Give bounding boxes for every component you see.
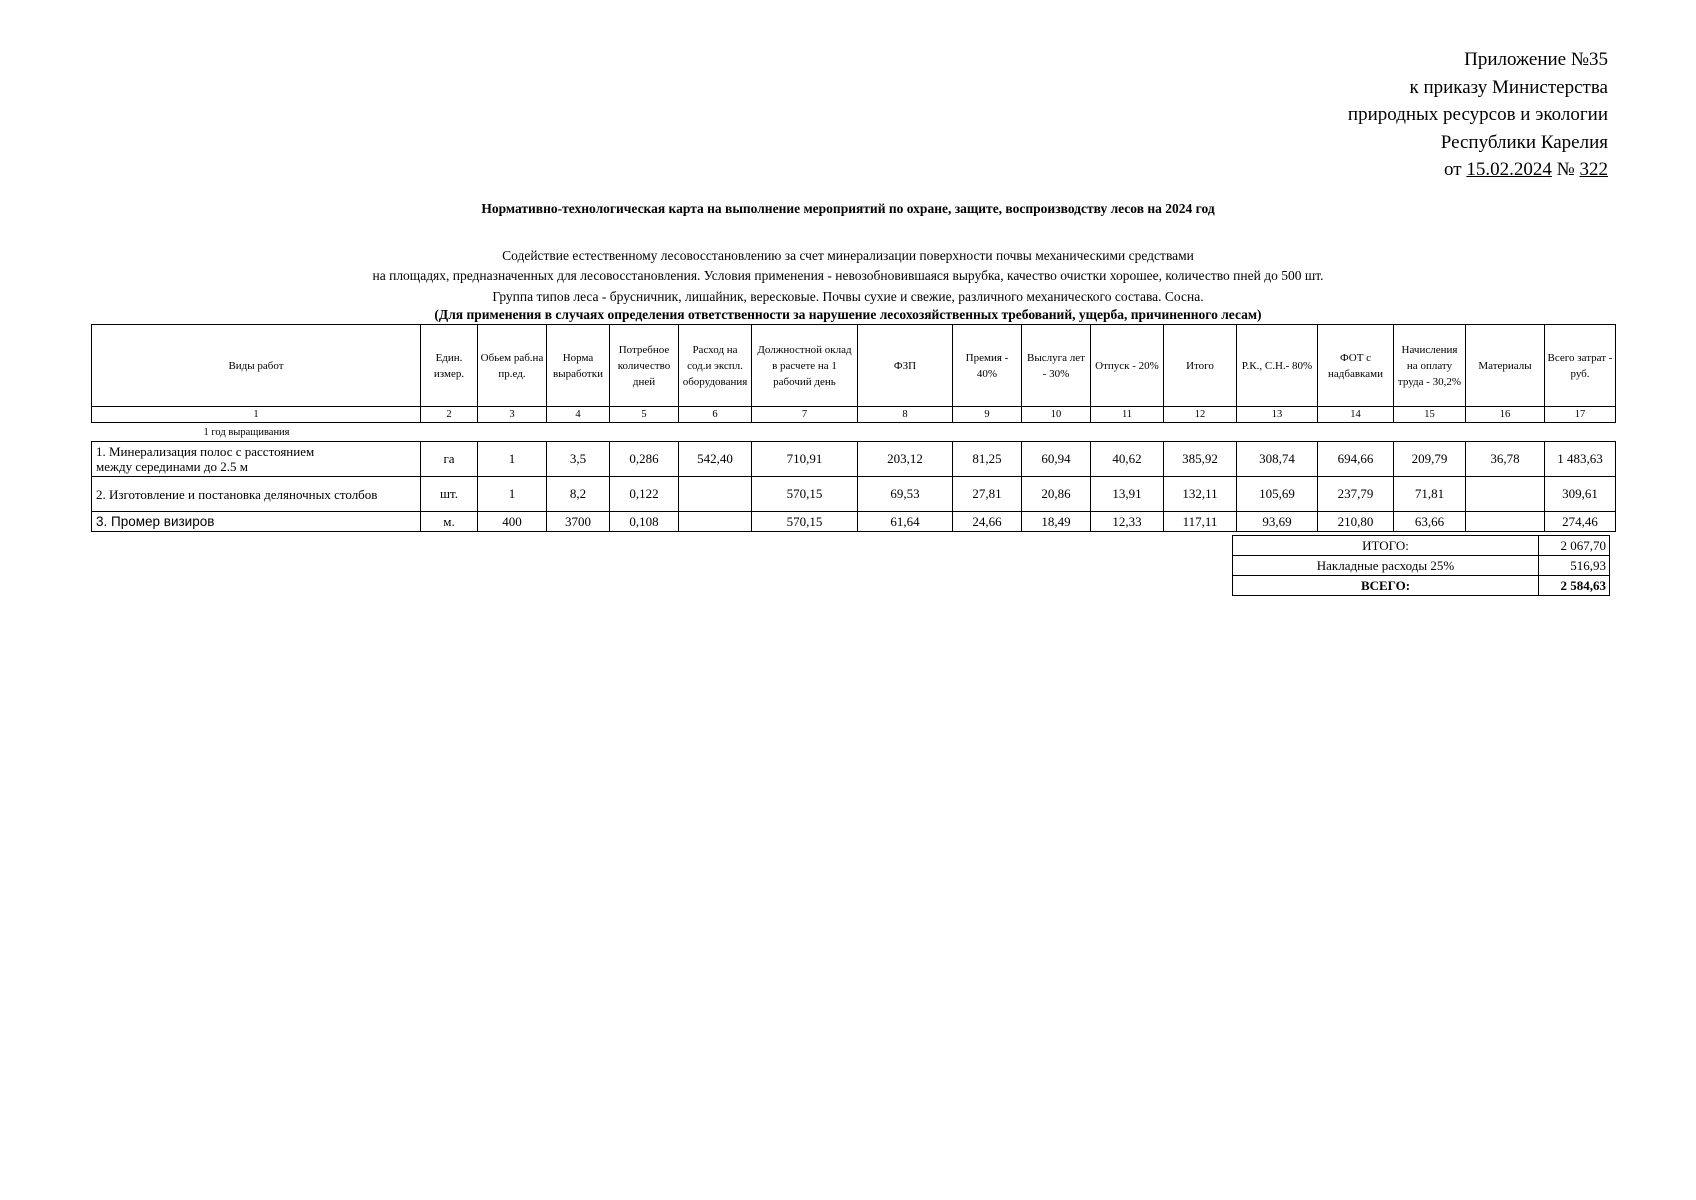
document-title: Нормативно-технологическая карта на выполнение мероприятий по охране, защите, воспроизводству лесов на 2024 год — [481, 201, 1215, 216]
fot-cell: 210,80 — [1318, 512, 1394, 532]
fzp-cell: 69,53 — [858, 477, 953, 512]
description-line-1: Содействие естественному лесовосстановлению за счет минерализации поверхности почвы механическими средствами — [502, 248, 1194, 263]
equipment-cell — [679, 477, 752, 512]
col-header: Материалы — [1466, 325, 1545, 407]
col-header: Р.К., С.Н.- 80% — [1237, 325, 1318, 407]
col-number: 13 — [1237, 407, 1318, 423]
subtotal-cell: 385,92 — [1164, 442, 1237, 477]
grand-total-label: ВСЕГО: — [1233, 576, 1539, 596]
col-number: 10 — [1022, 407, 1091, 423]
work-name — [92, 442, 421, 477]
appendix-order-ref: к приказу Министерства — [1409, 76, 1608, 98]
col-header: ФОТ с надбавками — [1318, 325, 1394, 407]
overhead-row — [1233, 556, 1610, 576]
equipment-cell: 542,40 — [679, 442, 752, 477]
appendix-number: Приложение №35 — [1464, 49, 1608, 70]
seniority-cell: 60,94 — [1022, 442, 1091, 477]
table-row — [92, 477, 1616, 512]
section-row — [92, 423, 1616, 442]
col-header: Един. измер. — [421, 325, 478, 407]
grand-total-value: 2 584,63 — [1539, 576, 1610, 596]
cost-table — [91, 324, 1616, 532]
col-number: 4 — [547, 407, 610, 423]
date-prefix: от — [1444, 159, 1462, 180]
salary-cell: 710,91 — [752, 442, 858, 477]
itogo-row — [1233, 536, 1610, 556]
col-header: Итого — [1164, 325, 1237, 407]
col-header: Всего затрат - руб. — [1545, 325, 1616, 407]
rk-cell: 105,69 — [1237, 477, 1318, 512]
overhead-value: 516,93 — [1539, 556, 1610, 576]
unit-cell: шт. — [421, 477, 478, 512]
col-number: 8 — [858, 407, 953, 423]
subtotal-cell: 132,11 — [1164, 477, 1237, 512]
col-number: 14 — [1318, 407, 1394, 423]
appendix-date-line — [1348, 156, 1608, 184]
charges-cell: 209,79 — [1394, 442, 1466, 477]
unit-cell: м. — [421, 512, 478, 532]
col-header: Расход на сод.и экспл. оборудования — [679, 325, 752, 407]
subtotal-cell: 117,11 — [1164, 512, 1237, 532]
work-name-line-1: 1. Минерализация полос с расстоянием — [96, 444, 315, 459]
rk-cell: 308,74 — [1237, 442, 1318, 477]
col-number: 6 — [679, 407, 752, 423]
vacation-cell: 13,91 — [1091, 477, 1164, 512]
norm-cell: 8,2 — [547, 477, 610, 512]
volume-cell: 400 — [478, 512, 547, 532]
col-header: Начисления на оплату труда - 30,2% — [1394, 325, 1466, 407]
unit-cell: га — [421, 442, 478, 477]
bonus-cell: 24,66 — [953, 512, 1022, 532]
order-number: 322 — [1579, 159, 1608, 180]
col-number: 3 — [478, 407, 547, 423]
col-header: Должностной оклад в расчете на 1 рабочий день — [752, 325, 858, 407]
col-number: 5 — [610, 407, 679, 423]
section-label: 1 год выращивания — [203, 426, 290, 438]
seniority-cell: 20,86 — [1022, 477, 1091, 512]
norm-cell: 3,5 — [547, 442, 610, 477]
bonus-cell: 27,81 — [953, 477, 1022, 512]
col-header: Норма выработки — [547, 325, 610, 407]
col-header: Отпуск - 20% — [1091, 325, 1164, 407]
fot-cell: 694,66 — [1318, 442, 1394, 477]
work-name: 3. Промер визиров — [92, 512, 421, 532]
itogo-value: 2 067,70 — [1539, 536, 1610, 556]
appendix-ministry: природных ресурсов и экологии — [1347, 104, 1608, 125]
grand-total-row — [1233, 576, 1610, 596]
col-number: 12 — [1164, 407, 1237, 423]
vacation-cell: 40,62 — [1091, 442, 1164, 477]
total-cost-cell: 309,61 — [1545, 477, 1616, 512]
appendix-header — [1348, 46, 1608, 184]
totals-table — [1232, 535, 1610, 596]
col-number: 7 — [752, 407, 858, 423]
bonus-cell: 81,25 — [953, 442, 1022, 477]
col-header: Обьем раб.на пр.ед. — [478, 325, 547, 407]
col-header: ФЗП — [858, 325, 953, 407]
col-number: 17 — [1545, 407, 1616, 423]
overhead-label: Накладные расходы 25% — [1233, 556, 1539, 576]
charges-cell: 63,66 — [1394, 512, 1466, 532]
total-cost-cell: 1 483,63 — [1545, 442, 1616, 477]
total-cost-cell: 274,46 — [1545, 512, 1616, 532]
col-header: Виды работ — [92, 325, 421, 407]
materials-cell — [1466, 512, 1545, 532]
table-header-row — [92, 325, 1616, 407]
col-number: 11 — [1091, 407, 1164, 423]
materials-cell: 36,78 — [1466, 442, 1545, 477]
col-number: 15 — [1394, 407, 1466, 423]
days-cell: 0,122 — [610, 477, 679, 512]
number-prefix: № — [1556, 159, 1575, 180]
materials-cell — [1466, 477, 1545, 512]
fot-cell: 237,79 — [1318, 477, 1394, 512]
col-header: Выслуга лет - 30% — [1022, 325, 1091, 407]
col-number: 9 — [953, 407, 1022, 423]
fzp-cell: 203,12 — [858, 442, 953, 477]
col-number: 1 — [92, 407, 421, 423]
table-row — [92, 442, 1616, 477]
col-number: 2 — [421, 407, 478, 423]
work-name-line-2: между серединами до 2.5 м — [96, 459, 248, 474]
norm-cell: 3700 — [547, 512, 610, 532]
table-row — [92, 512, 1616, 532]
seniority-cell: 18,49 — [1022, 512, 1091, 532]
description-line-4: (Для применения в случаях определения ответственности за нарушение лесохозяйственных требований, ущерба, причиненного лесам) — [434, 307, 1262, 322]
col-number: 16 — [1466, 407, 1545, 423]
itogo-label: ИТОГО: — [1233, 536, 1539, 556]
salary-cell: 570,15 — [752, 512, 858, 532]
col-header: Потребное количество дней — [610, 325, 679, 407]
rk-cell: 93,69 — [1237, 512, 1318, 532]
equipment-cell — [679, 512, 752, 532]
col-header: Премия - 40% — [953, 325, 1022, 407]
days-cell: 0,286 — [610, 442, 679, 477]
description-line-2: на площадях, предназначенных для лесовосстановления. Условия применения - невозобновившаяся вырубка, качество очистки хорошее, количество пней до 500 шт. — [372, 268, 1324, 283]
column-number-row — [92, 407, 1616, 423]
work-name: 2. Изготовление и постановка деляночных столбов — [92, 477, 421, 512]
vacation-cell: 12,33 — [1091, 512, 1164, 532]
fzp-cell: 61,64 — [858, 512, 953, 532]
charges-cell: 71,81 — [1394, 477, 1466, 512]
days-cell: 0,108 — [610, 512, 679, 532]
volume-cell: 1 — [478, 477, 547, 512]
volume-cell: 1 — [478, 442, 547, 477]
order-date: 15.02.2024 — [1466, 159, 1552, 180]
salary-cell: 570,15 — [752, 477, 858, 512]
appendix-republic: Республики Карелия — [1440, 131, 1608, 153]
description-line-3: Группа типов леса - брусничник, лишайник, вересковые. Почвы сухие и свежие, различного механического состава. Сосна. — [492, 289, 1204, 304]
